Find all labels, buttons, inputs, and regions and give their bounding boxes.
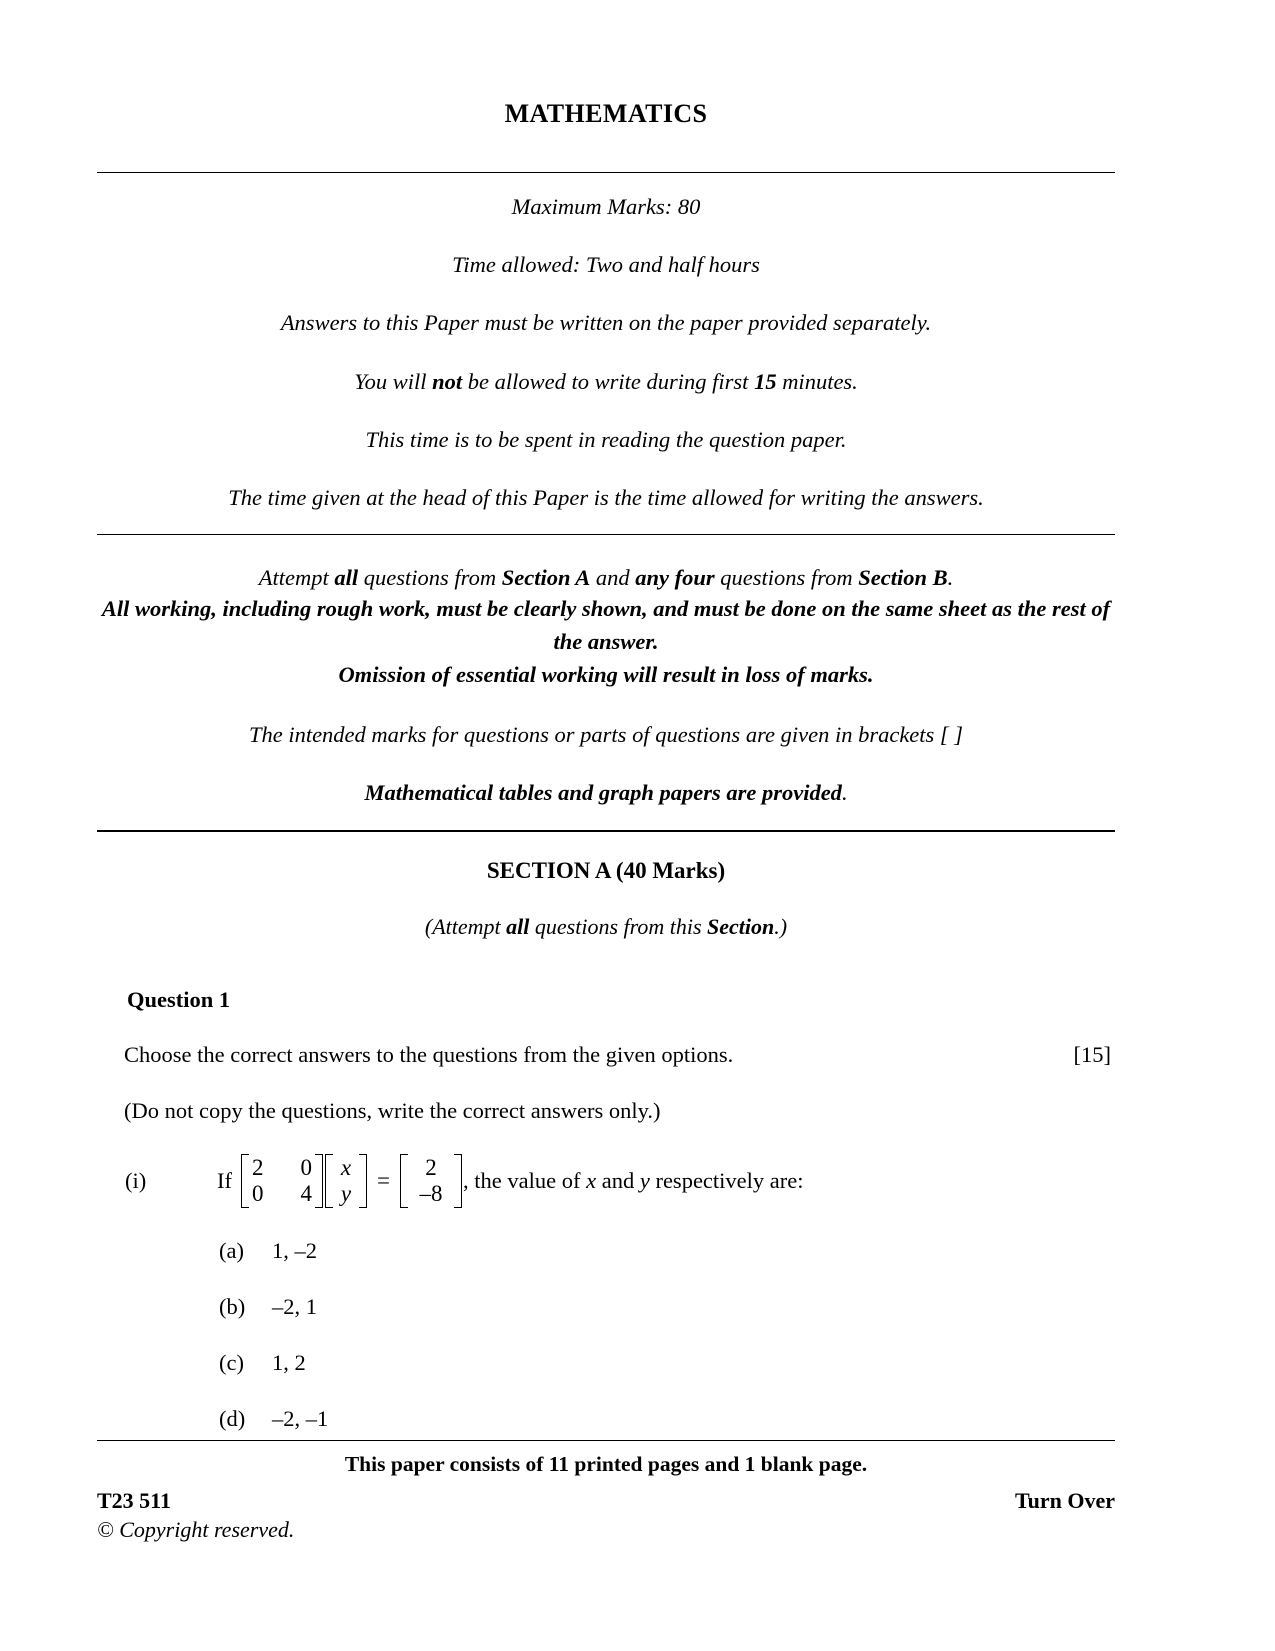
time-head-line: The time given at the head of this Paper is the time allowed for writing the answers. bbox=[228, 484, 984, 510]
tables-provided-line bbox=[97, 778, 1115, 808]
section-sub-bold-all: all bbox=[506, 913, 530, 939]
option-c-label: (c) bbox=[219, 1349, 244, 1375]
option-b[interactable] bbox=[97, 1294, 1115, 1320]
attempt-bold-all: all bbox=[334, 565, 359, 591]
all-working-line: All working, including rough work, must be clearly shown, and must be done on the same sheet as the rest of the answer. bbox=[101, 596, 1111, 655]
bracket-left bbox=[241, 1154, 249, 1208]
footer-row bbox=[97, 1488, 1115, 1514]
equals-sign: = bbox=[377, 1168, 390, 1194]
question-1-marks: [15] bbox=[1073, 1041, 1111, 1067]
bracket-left bbox=[325, 1154, 333, 1208]
option-a-value: 1, –2 bbox=[272, 1237, 317, 1263]
attempt-bold-section-b: Section B bbox=[858, 565, 948, 591]
matrix-cell: 2 bbox=[425, 1154, 437, 1180]
no-write-bold-not: not bbox=[432, 368, 463, 394]
intended-marks-line: The intended marks for questions or parts of questions are given in brackets [ ] bbox=[248, 721, 964, 747]
section-sub-post: .) bbox=[774, 913, 788, 939]
attempt-sections-line bbox=[97, 563, 1115, 593]
bracket-right bbox=[315, 1154, 323, 1208]
attempt-mid-3: questions from bbox=[714, 565, 859, 591]
matrix-row bbox=[336, 1155, 356, 1181]
attempt-mid-1: questions from bbox=[358, 565, 502, 591]
matrix-row bbox=[336, 1181, 356, 1207]
part-i-number: (i) bbox=[125, 1167, 147, 1193]
option-d[interactable] bbox=[97, 1406, 1115, 1432]
section-sub-pre: (Attempt bbox=[424, 913, 507, 939]
matrix-cell: y bbox=[340, 1180, 352, 1206]
option-c[interactable] bbox=[97, 1350, 1115, 1376]
reading-time-line: This time is to be spent in reading the question paper. bbox=[365, 426, 847, 452]
matrix-cell: 2 bbox=[252, 1154, 264, 1180]
question-1-part-i bbox=[97, 1154, 1115, 1208]
section-sub-mid: questions from this bbox=[529, 913, 708, 939]
no-write-line bbox=[97, 367, 1115, 397]
question-1-note: (Do not copy the questions, write the correct answers only.) bbox=[124, 1097, 661, 1123]
option-b-value: –2, 1 bbox=[272, 1293, 317, 1319]
question-1-title: Question 1 bbox=[127, 986, 231, 1012]
maximum-marks-line: Maximum Marks: 80 bbox=[511, 194, 701, 220]
part-i-var-x: x bbox=[586, 1167, 597, 1193]
matrix-row bbox=[411, 1181, 451, 1207]
question-1-lead-row bbox=[97, 1042, 1115, 1068]
tables-provided-bold: Mathematical tables and graph papers are provided bbox=[364, 779, 842, 805]
no-write-bold-15: 15 bbox=[754, 368, 777, 394]
matrix-variables bbox=[325, 1154, 367, 1208]
matrix-result bbox=[400, 1154, 462, 1208]
paper-code: T23 511 bbox=[97, 1488, 171, 1513]
matrix-row bbox=[252, 1181, 312, 1207]
matrix-variables-cells bbox=[333, 1154, 359, 1208]
divider-bottom bbox=[97, 830, 1115, 832]
part-i-tail-mid: and bbox=[596, 1167, 640, 1193]
matrix-cell: 0 bbox=[300, 1154, 312, 1180]
tables-provided-end: . bbox=[841, 779, 848, 805]
option-a[interactable] bbox=[97, 1238, 1115, 1264]
option-d-label: (d) bbox=[219, 1405, 246, 1431]
omission-line: Omission of essential working will result in loss of marks. bbox=[338, 661, 874, 687]
option-d-value: –2, –1 bbox=[272, 1405, 329, 1431]
part-i-var-y: y bbox=[639, 1167, 650, 1193]
divider-footer bbox=[97, 1440, 1115, 1441]
matrix-cell: 4 bbox=[300, 1180, 312, 1206]
matrix-row bbox=[411, 1155, 451, 1181]
matrix-cell: x bbox=[340, 1154, 352, 1180]
matrix-coefficient-cells bbox=[249, 1154, 315, 1208]
no-write-mid: be allowed to write during first bbox=[462, 368, 755, 394]
attempt-bold-section-a: Section A bbox=[501, 565, 591, 591]
part-i-tail-post: respectively are: bbox=[649, 1167, 804, 1193]
attempt-pre: Attempt bbox=[258, 565, 335, 591]
part-i-body bbox=[217, 1154, 1115, 1208]
attempt-post: . bbox=[947, 565, 954, 591]
section-a-subheading bbox=[97, 914, 1115, 940]
matrix-cell: –8 bbox=[419, 1180, 443, 1206]
bracket-right bbox=[359, 1154, 367, 1208]
turn-over-label: Turn Over bbox=[1014, 1488, 1115, 1513]
divider-middle bbox=[97, 534, 1115, 535]
matrix-row bbox=[252, 1155, 312, 1181]
part-i-equation bbox=[217, 1154, 1115, 1208]
if-label: If bbox=[217, 1167, 232, 1193]
section-sub-bold-section: Section bbox=[707, 913, 775, 939]
matrix-result-cells bbox=[408, 1154, 454, 1208]
page-title: MATHEMATICS bbox=[504, 99, 708, 128]
section-a-heading: SECTION A (40 Marks) bbox=[486, 857, 726, 883]
attempt-mid-2: and bbox=[590, 565, 636, 591]
answers-paper-line: Answers to this Paper must be written on the paper provided separately. bbox=[280, 310, 932, 336]
question-1-lead-text: Choose the correct answers to the questions from the given options. bbox=[124, 1041, 734, 1067]
matrix-cell: 0 bbox=[252, 1180, 264, 1206]
option-a-label: (a) bbox=[219, 1237, 244, 1263]
matrix-coefficient bbox=[241, 1154, 323, 1208]
pages-note: This paper consists of 11 printed pages and 1 blank page. bbox=[344, 1452, 868, 1476]
time-allowed-line: Time allowed: Two and half hours bbox=[452, 252, 760, 278]
divider-top bbox=[97, 172, 1115, 173]
bracket-right bbox=[454, 1154, 462, 1208]
no-write-post: minutes. bbox=[776, 368, 858, 394]
option-c-value: 1, 2 bbox=[272, 1349, 306, 1375]
bracket-left bbox=[400, 1154, 408, 1208]
page-footer bbox=[97, 1440, 1115, 1543]
copyright-notice: © Copyright reserved. bbox=[97, 1517, 295, 1542]
option-b-label: (b) bbox=[219, 1293, 246, 1319]
no-write-pre: You will bbox=[354, 368, 433, 394]
part-i-tail-pre: , the value of bbox=[462, 1167, 587, 1193]
page-content bbox=[97, 0, 1115, 1432]
attempt-bold-any-four: any four bbox=[635, 565, 715, 591]
